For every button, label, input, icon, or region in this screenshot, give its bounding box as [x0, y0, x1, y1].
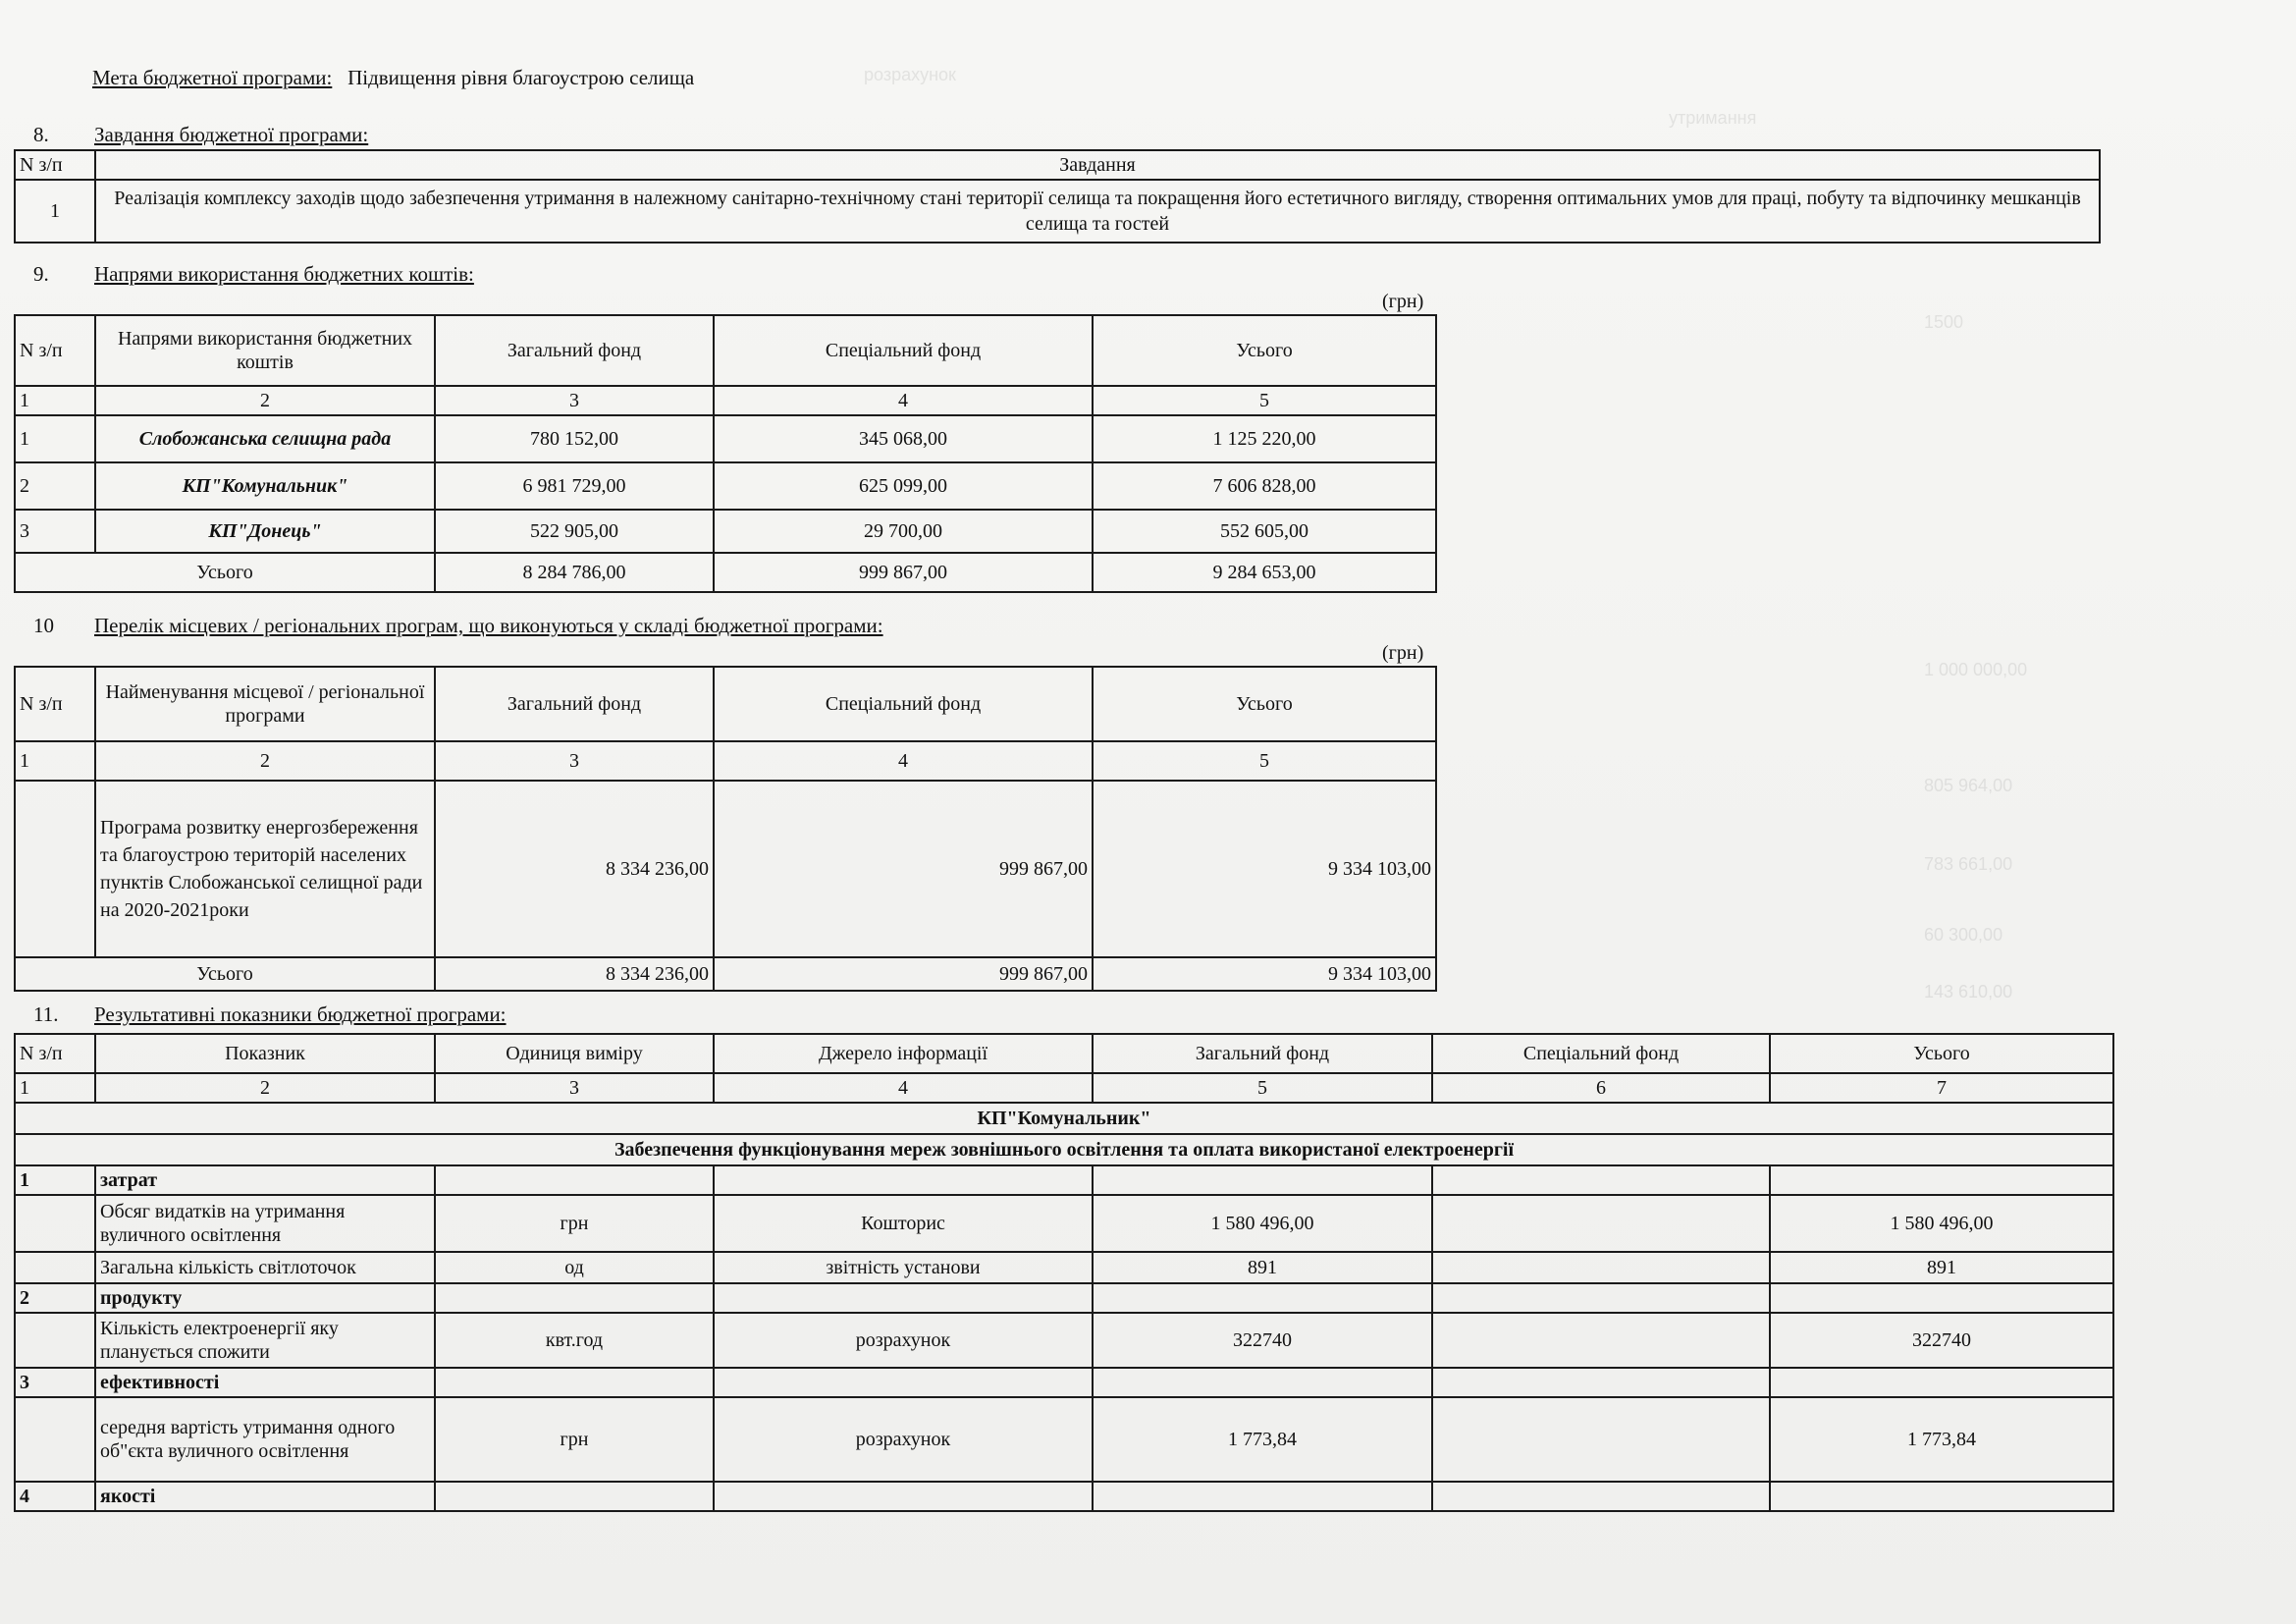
indicators-colnum: 7	[1770, 1073, 2113, 1103]
row-num: 1	[15, 415, 95, 462]
indicator-total: 1 773,84	[1770, 1397, 2113, 1482]
row-special: 29 700,00	[714, 510, 1093, 553]
indicator-source: Кошторис	[714, 1195, 1093, 1252]
indicators-header-indicator: Показник	[95, 1034, 435, 1073]
total-total: 9 334 103,00	[1093, 957, 1436, 991]
indicators-header-total: Усього	[1770, 1034, 2113, 1073]
row-general: 780 152,00	[435, 415, 714, 462]
indicators-colnum: 5	[1093, 1073, 1432, 1103]
group-num: 3	[15, 1368, 95, 1397]
section-8-number: 8.	[33, 123, 49, 146]
row-num: 3	[15, 510, 95, 553]
total-general: 8 334 236,00	[435, 957, 714, 991]
indicator-total: 322740	[1770, 1313, 2113, 1368]
indicators-organization: КП"Комунальник"	[15, 1103, 2113, 1134]
table-row	[15, 1195, 2113, 1252]
group-name: якості	[95, 1482, 435, 1511]
row-general: 522 905,00	[435, 510, 714, 553]
row-special: 345 068,00	[714, 415, 1093, 462]
group-num: 2	[15, 1283, 95, 1313]
table-row	[15, 462, 1436, 510]
table-row	[15, 415, 1436, 462]
indicator-total: 1 580 496,00	[1770, 1195, 2113, 1252]
indicators-header-source: Джерело інформації	[714, 1034, 1093, 1073]
indicator-name: Кількість електроенергії яку планується спожити	[95, 1313, 435, 1368]
indicators-table	[14, 1033, 2114, 1512]
programs-colnum: 5	[1093, 741, 1436, 781]
row-total: 7 606 828,00	[1093, 462, 1436, 510]
group-name: затрат	[95, 1165, 435, 1195]
indicator-unit: од	[435, 1252, 714, 1283]
row-name: Слобожанська селищна рада	[95, 415, 435, 462]
indicators-colnum: 1	[15, 1073, 95, 1103]
indicator-name: Обсяг видатків на утримання вуличного освітлення	[95, 1195, 435, 1252]
indicator-unit: квт.год	[435, 1313, 714, 1368]
row-special: 999 867,00	[714, 781, 1093, 957]
total-label: Усього	[15, 553, 435, 592]
row-name: Програма розвитку енергозбереження та благоустрою територій населених пунктів Слобожанської селищної ради на 2020-2021роки	[95, 781, 435, 957]
total-general: 8 284 786,00	[435, 553, 714, 592]
group-row	[15, 1165, 2113, 1195]
document-page: розрахунок утримання 1500 1 000 000,00 805 964,00 783 661,00 60 300,00 143 610,00 Мета бюджетної програми: Підвищення рівня благоустрою селища 8. Завдання бюджетної програми: N з/п Завдання 1 Реалізація комплексу заходів щодо забезпечення утримання в належному санітарно-технічному стані території селища та покращення його естетичного вигляду, створення оптимальних умов для праці, побуту та відпочинку мешканців селища та гостей 9. Напрями використання бюджетних коштів: (грн) N з/п Напрями використання бюджетних коштів Загальний фонд Спеціальний фонд Усього 1 2 3 4 5 1 Слобожанська селищна рада 780 152,00 345 068,00 1 125 220,00 2 КП"Комунальник" 6 981 729,00 625 099,00 7 606 828,00 3 КП"Донець" 522 905,00 29 700,00 552 605,00 Усього 8 284 786,00 999 867,00 9 284 653,00 10 Перелік місцевих / регіональних програм, що виконуються у складі бюджетної програми: (грн) N з/п Найменування місцевої / регіональної програми Загальний фонд Спеціальний фонд Усього 1 2 3 4 5 Програма розвитку енергозбереження та благоустрою територій населених пунктів Слобожанської селищної ради на 2020-2021роки 8 334 236,00 999 867,00 9 334 103,00 Усього 8 334 236,00 999 867,00 9 334 103,00 11. Результативні показники бюджетної програми: N з/п Показник Одиниця виміру Джерело інформації Загальний фонд Спеціальний фонд Усього 1 2 3 4 5 6 7 КП"Комунальник" Забезпечення функціонування мереж зовнішнього освітлення та оплата використаної електроенергії 1 затрат Обсяг видатків на утримання вуличного освітлення грн Кошторис 1 580 496,00 1 580 496,00 Загальна кількість світлоточок од звітність установи 891 891 2 продукту Кількість електроенергії яку планується спожити квт.год розрахунок 322740 322740 3 ефективності середня вартість утримання одного об"єкта вуличного освітлення грн розрахунок 1 773,84 1 773,84 4 якості	[0, 0, 2296, 1624]
directions-header-special: Спеціальний фонд	[714, 315, 1093, 386]
section-10-title: Перелік місцевих / регіональних програм, що виконуються у складі бюджетної програми:	[94, 614, 883, 637]
indicators-subtitle: Забезпечення функціонування мереж зовнішнього освітлення та оплата використаної електроенергії	[15, 1134, 2113, 1165]
section-11-number: 11.	[33, 1002, 59, 1026]
indicator-name: середня вартість утримання одного об"єкта вуличного освітлення	[95, 1397, 435, 1482]
programs-colnum: 2	[95, 741, 435, 781]
group-row	[15, 1368, 2113, 1397]
indicators-colnum: 4	[714, 1073, 1093, 1103]
programs-colnum: 4	[714, 741, 1093, 781]
total-row	[15, 957, 1436, 991]
programs-colnum: 3	[435, 741, 714, 781]
indicators-header-unit: Одиниця виміру	[435, 1034, 714, 1073]
programs-header-general: Загальний фонд	[435, 667, 714, 741]
indicator-special	[1432, 1313, 1770, 1368]
tasks-header-num: N з/п	[15, 150, 95, 180]
group-row	[15, 1283, 2113, 1313]
section-8-title: Завдання бюджетної програми:	[94, 123, 369, 146]
row-total: 552 605,00	[1093, 510, 1436, 553]
programs-header-num: N з/п	[15, 667, 95, 741]
group-name: продукту	[95, 1283, 435, 1313]
programs-header-name: Найменування місцевої / регіональної програми	[95, 667, 435, 741]
indicator-total: 891	[1770, 1252, 2113, 1283]
indicator-general: 1 773,84	[1093, 1397, 1432, 1482]
row-total: 9 334 103,00	[1093, 781, 1436, 957]
directions-header-general: Загальний фонд	[435, 315, 714, 386]
table-row	[15, 1397, 2113, 1482]
group-num: 4	[15, 1482, 95, 1511]
section-9-title: Напрями використання бюджетних коштів:	[94, 262, 474, 286]
total-row	[15, 553, 1436, 592]
row-special: 625 099,00	[714, 462, 1093, 510]
total-special: 999 867,00	[714, 957, 1093, 991]
indicators-header-general: Загальний фонд	[1093, 1034, 1432, 1073]
programs-colnum: 1	[15, 741, 95, 781]
goal-value: Підвищення рівня благоустрою селища	[347, 66, 695, 89]
section-9-number: 9.	[33, 262, 49, 286]
row-total: 1 125 220,00	[1093, 415, 1436, 462]
indicator-general: 891	[1093, 1252, 1432, 1283]
programs-header-total: Усього	[1093, 667, 1436, 741]
indicator-special	[1432, 1195, 1770, 1252]
indicator-special	[1432, 1252, 1770, 1283]
directions-header-num: N з/п	[15, 315, 95, 386]
indicator-general: 1 580 496,00	[1093, 1195, 1432, 1252]
tasks-table	[14, 149, 2101, 244]
programs-table	[14, 666, 1437, 992]
tasks-header-task: Завдання	[95, 150, 2100, 180]
section-10-number: 10	[33, 614, 54, 637]
table-row	[15, 1252, 2113, 1283]
indicator-source: розрахунок	[714, 1313, 1093, 1368]
goal-line	[92, 65, 694, 90]
indicator-unit: грн	[435, 1397, 714, 1482]
indicators-header-num: N з/п	[15, 1034, 95, 1073]
directions-colnum: 3	[435, 386, 714, 415]
directions-colnum: 1	[15, 386, 95, 415]
directions-colnum: 2	[95, 386, 435, 415]
table-row	[15, 781, 1436, 957]
group-num: 1	[15, 1165, 95, 1195]
table-row	[15, 1313, 2113, 1368]
directions-header-name: Напрями використання бюджетних коштів	[95, 315, 435, 386]
row-num	[15, 781, 95, 957]
tasks-row-text: Реалізація комплексу заходів щодо забезпечення утримання в належному санітарно-технічному стані території селища та покращення його естетичного вигляду, створення оптимальних умов для праці, побуту та відпочинку мешканців селища та гостей	[95, 180, 2100, 243]
indicator-name: Загальна кількість світлоточок	[95, 1252, 435, 1283]
section-9-unit: (грн)	[1382, 291, 1424, 312]
total-label: Усього	[15, 957, 435, 991]
total-special: 999 867,00	[714, 553, 1093, 592]
indicators-colnum: 6	[1432, 1073, 1770, 1103]
section-11-title: Результативні показники бюджетної програми:	[94, 1002, 507, 1026]
indicators-header-special: Спеціальний фонд	[1432, 1034, 1770, 1073]
row-general: 8 334 236,00	[435, 781, 714, 957]
indicator-source: розрахунок	[714, 1397, 1093, 1482]
directions-colnum: 4	[714, 386, 1093, 415]
row-num: 2	[15, 462, 95, 510]
directions-table	[14, 314, 1437, 593]
programs-header-special: Спеціальний фонд	[714, 667, 1093, 741]
group-row	[15, 1482, 2113, 1511]
directions-colnum: 5	[1093, 386, 1436, 415]
indicators-colnum: 2	[95, 1073, 435, 1103]
row-general: 6 981 729,00	[435, 462, 714, 510]
tasks-row-num: 1	[15, 180, 95, 243]
indicator-general: 322740	[1093, 1313, 1432, 1368]
indicator-source: звітність установи	[714, 1252, 1093, 1283]
row-name: КП"Донець"	[95, 510, 435, 553]
indicator-special	[1432, 1397, 1770, 1482]
total-total: 9 284 653,00	[1093, 553, 1436, 592]
directions-header-total: Усього	[1093, 315, 1436, 386]
indicators-colnum: 3	[435, 1073, 714, 1103]
group-name: ефективності	[95, 1368, 435, 1397]
indicator-unit: грн	[435, 1195, 714, 1252]
row-name: КП"Комунальник"	[95, 462, 435, 510]
goal-label: Мета бюджетної програми:	[92, 66, 333, 89]
table-row	[15, 510, 1436, 553]
section-10-unit: (грн)	[1382, 642, 1424, 664]
